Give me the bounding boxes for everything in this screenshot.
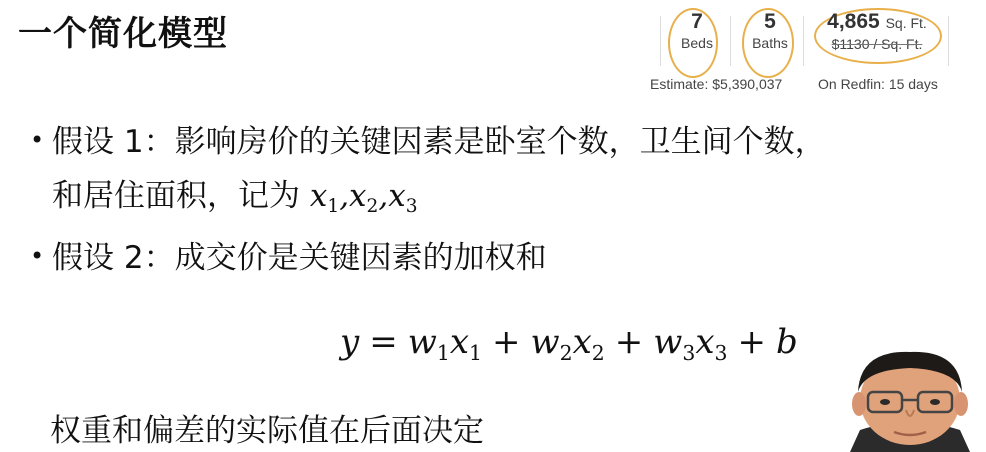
assumption-1-text: 假设 1：影响房价的关键因素是卧室个数，卫生间个数， — [52, 124, 826, 160]
bullet-marker: • — [30, 242, 45, 270]
assumption-1-continuation-text: 和居住面积，记为 — [52, 178, 300, 214]
assumption-1-continuation — [52, 170, 418, 217]
presenter-webcam — [830, 330, 986, 452]
sqft-stat — [814, 10, 940, 53]
sqft-value: 4,865 — [827, 10, 880, 33]
assumption-2-text: 假设 2：成交价是关键因素的加权和 — [52, 240, 547, 276]
bullet-marker: • — [30, 126, 45, 154]
beds-label: Beds — [681, 35, 713, 51]
weights-bias-note: 权重和偏差的实际值在后面决定 — [50, 413, 484, 449]
listing-stats — [648, 8, 968, 98]
divider — [803, 16, 804, 66]
bullet-assumption-1 — [30, 116, 826, 161]
beds-stat — [670, 10, 724, 52]
sqft-unit: Sq. Ft. — [885, 15, 927, 31]
divider — [948, 16, 949, 66]
baths-label: Baths — [752, 35, 788, 51]
baths-stat — [742, 10, 798, 52]
divider — [730, 16, 731, 66]
estimate-text: Estimate: $5,390,037 — [650, 76, 783, 92]
slide-title: 一个简化模型 — [18, 14, 228, 54]
beds-value: 7 — [691, 10, 703, 33]
linear-model-formula: $y = w_1x_1 + w_2x_2 + w_3x_3 + b$ — [340, 322, 798, 365]
on-redfin-text: On Redfin: 15 days — [818, 76, 938, 92]
price-per-sqft: $1130 / Sq. Ft. — [831, 36, 923, 52]
bullet-assumption-2 — [30, 232, 547, 277]
presenter-avatar-icon — [830, 330, 986, 452]
baths-value: 5 — [764, 10, 776, 33]
divider — [660, 16, 661, 66]
variables-x1-x2-x3: $x_1,x_2,x_3$ — [309, 178, 418, 217]
